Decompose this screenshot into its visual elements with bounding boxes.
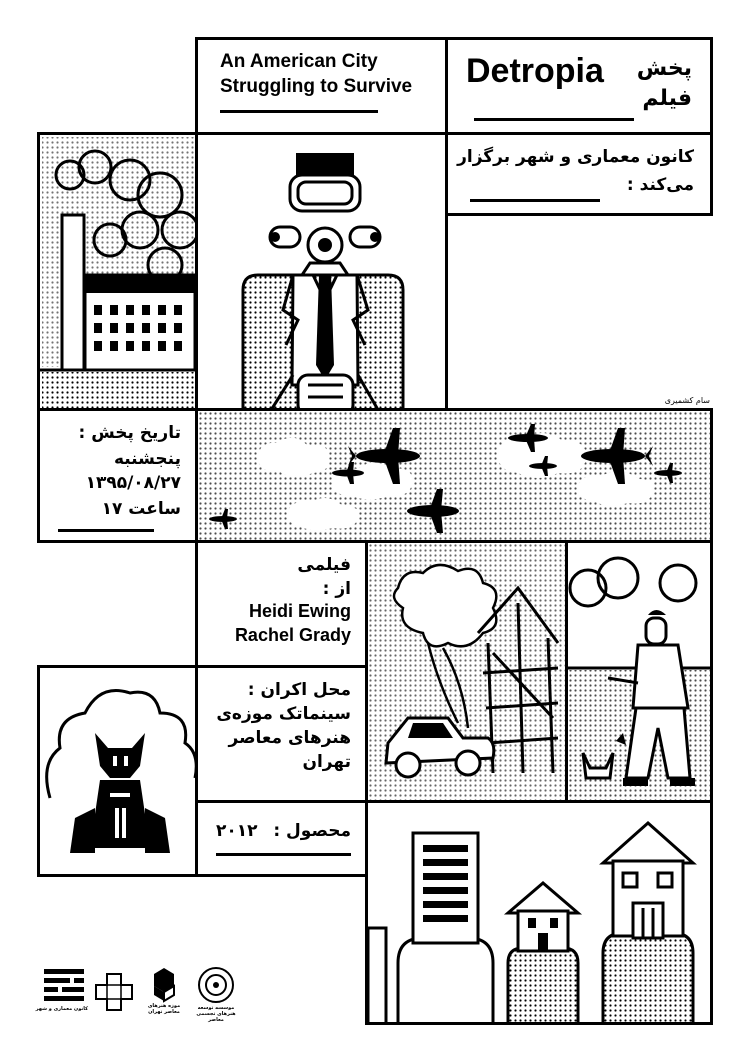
venue-label: محل اکران : xyxy=(247,680,351,700)
presenter-underline xyxy=(470,199,600,202)
date-day: پنجشنبه xyxy=(113,449,181,469)
wolf-illustration xyxy=(40,668,198,877)
tagline-panel xyxy=(195,37,448,135)
ruins-panel xyxy=(365,540,568,803)
presenter-panel xyxy=(445,132,713,216)
logo-cross xyxy=(92,970,136,1014)
venue-line-1: سینماتک موزه‌ی xyxy=(216,704,351,724)
wolf-panel xyxy=(37,665,198,877)
artist-credit: سام کشمیری xyxy=(664,396,710,405)
screening-word: پخش xyxy=(636,56,692,81)
year-label: محصول : xyxy=(273,821,351,841)
tagline-line-2: Struggling to Survive xyxy=(220,76,413,97)
date-value: ۱۳۹۵/۰۸/۲۷ xyxy=(85,473,181,493)
venue-panel xyxy=(195,665,368,803)
worker-panel xyxy=(565,540,713,803)
museum-logo-icon xyxy=(142,965,186,1003)
date-time: ساعت ۱۷ xyxy=(101,499,181,519)
buildings-illustration xyxy=(368,803,713,1025)
logo-institute xyxy=(193,965,239,1025)
venue-line-2: هنرهای معاصر xyxy=(228,728,351,748)
factory-panel xyxy=(37,132,198,412)
presenter-line-1: کانون معماری و شهر برگزار xyxy=(457,147,694,167)
director-2: Rachel Grady xyxy=(234,625,351,645)
presenter-line-2: می‌کند : xyxy=(626,175,694,195)
venue-line-3: تهران xyxy=(302,752,351,772)
director-1: Heidi Ewing xyxy=(248,601,351,621)
film-title: Detropia xyxy=(466,52,604,90)
planes-illustration xyxy=(198,411,713,543)
film-word: فیلم xyxy=(642,86,692,111)
tagline-underline xyxy=(220,110,378,113)
directors-by: از : xyxy=(322,579,351,599)
planes-panel xyxy=(195,408,713,543)
museum-logo-text: موزه هنرهای معاصر تهران xyxy=(147,1003,181,1015)
gasmask-panel xyxy=(195,132,448,412)
directors-label: فیلمی xyxy=(297,555,351,575)
institute-logo-text: موسسه توسعه هنرهای تجسمی معاصر xyxy=(196,1005,236,1023)
institute-logo-icon xyxy=(193,965,239,1005)
logo-kanoon xyxy=(35,965,88,1017)
year-underline xyxy=(216,853,351,856)
kanoon-logo-text: کانون معماری و شهر xyxy=(35,1006,88,1012)
worker-cat-illustration xyxy=(568,543,713,803)
year-panel xyxy=(195,800,368,877)
title-underline xyxy=(474,118,634,121)
year-value: ۲۰۱۲ xyxy=(216,821,258,841)
cross-logo-icon xyxy=(92,970,136,1014)
buildings-panel xyxy=(365,800,713,1025)
directors-panel xyxy=(195,540,368,668)
date-panel xyxy=(37,408,198,543)
factory-illustration xyxy=(40,135,198,412)
title-panel xyxy=(445,37,713,135)
date-underline xyxy=(58,529,154,532)
date-label: تاریخ پخش : xyxy=(78,423,181,443)
logo-museum xyxy=(142,965,186,1017)
gasmask-man-illustration xyxy=(198,135,448,412)
tagline-line-1: An American City xyxy=(220,51,378,72)
ruins-car-illustration xyxy=(368,543,568,803)
